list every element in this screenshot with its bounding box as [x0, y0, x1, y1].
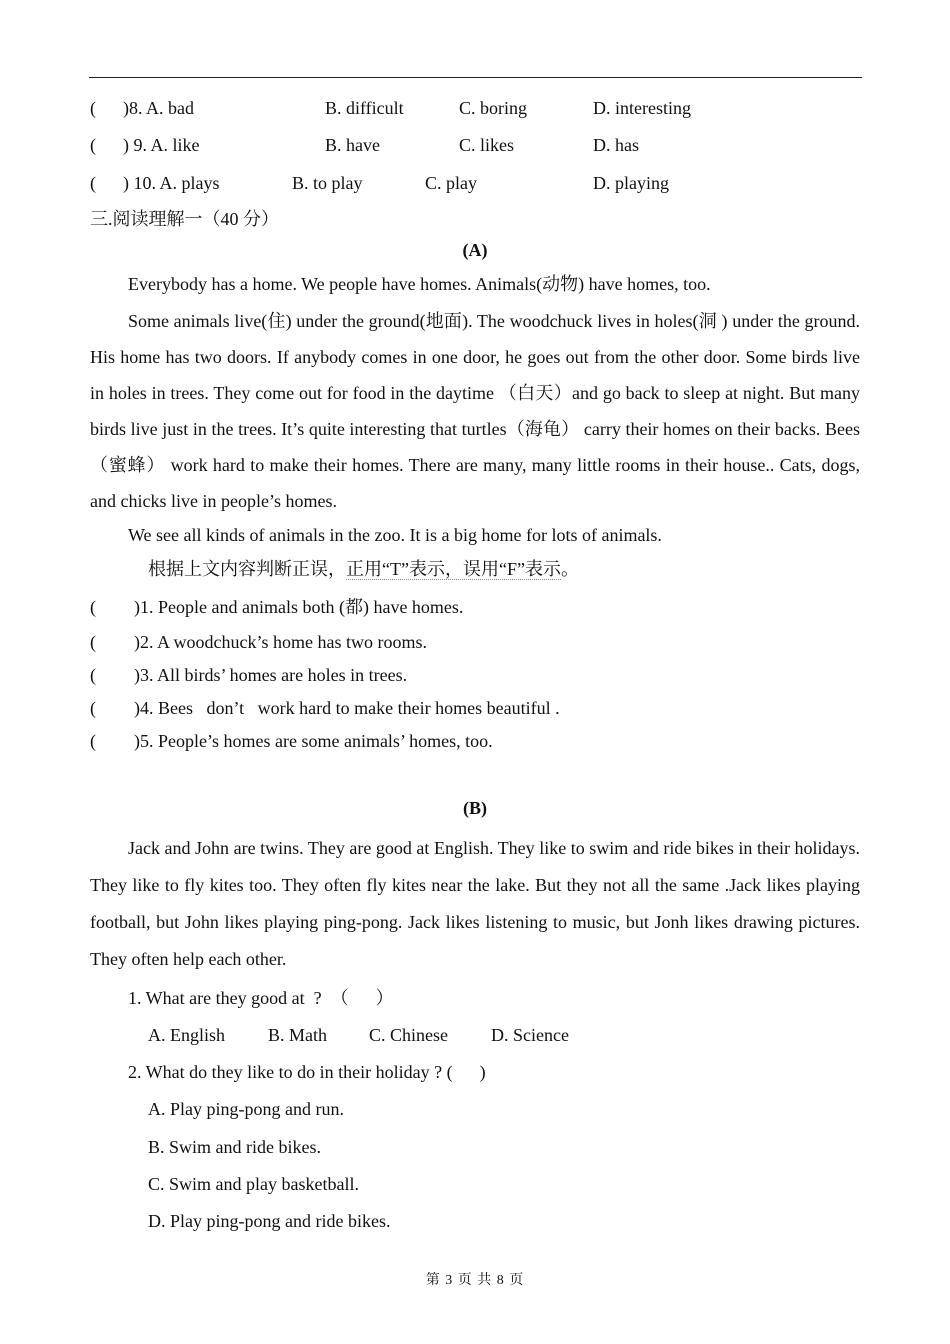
mc-option-b: B. difficult — [325, 98, 404, 118]
true-false-instruction — [148, 558, 579, 580]
question-2: 2. What do they like to do in their holiday ? ( ) — [128, 1062, 486, 1082]
instruction-suffix: 。 — [560, 559, 579, 579]
answer-blank: ( — [90, 731, 96, 751]
mc-option-b: B. have — [325, 135, 380, 155]
mc-option-c: C. play — [425, 173, 477, 193]
header-rule — [89, 77, 862, 78]
statement-text: )4. Bees don’t work hard to make their homes beautiful . — [134, 698, 560, 718]
mc-option-d: D. has — [593, 135, 639, 155]
instruction-prefix: 根据上文内容判断正误， — [148, 559, 346, 579]
section-3-title: 三.阅读理解一（40 分） — [90, 209, 279, 229]
answer-blank: ( — [90, 597, 96, 617]
statement-1 — [90, 596, 463, 618]
passage-a-heading: (A) — [462, 240, 488, 260]
mc-option-c: C. boring — [459, 98, 528, 118]
answer-blank: ( — [90, 665, 96, 685]
option-a: A. English — [148, 1025, 226, 1045]
passage-a-paragraph-1: Everybody has a home. We people have homes. Animals(动物) have homes, too. — [128, 274, 711, 294]
mc-option-d: D. interesting — [593, 98, 691, 118]
passage-b-heading: (B) — [463, 798, 487, 818]
q2-option-a: A. Play ping-pong and run. — [148, 1099, 344, 1119]
passage-b-paragraph: Jack and John are twins. They are good at English. They like to swim and ride bikes in their holidays. They like to fly kites too. They often fly kites near the lake. But they not all the same .Jack likes playing football, but John likes playing ping-pong. Jack likes listening to music, but Jonh likes drawing pictures. They often help each other. — [90, 838, 860, 969]
mc-question-stem: ( )8. A. bad — [90, 98, 194, 118]
page-footer: 第 3 页 共 8 页 — [425, 1273, 525, 1288]
mc-question-stem: ( ) 10. A. plays — [90, 173, 220, 193]
statement-text: )2. A woodchuck’s home has two rooms. — [134, 632, 427, 652]
answer-blank: ( — [90, 698, 96, 718]
mc-option-c: C. likes — [459, 135, 515, 155]
statement-text: )3. All birds’ homes are holes in trees. — [134, 665, 408, 685]
statement-3 — [90, 664, 407, 686]
statement-text: )1. People and animals both (都) have homes. — [134, 597, 464, 617]
passage-a-paragraph-3: We see all kinds of animals in the zoo. It is a big home for lots of animals. — [128, 525, 662, 545]
option-c: C. Chinese — [369, 1025, 448, 1045]
statement-5 — [90, 730, 493, 752]
q2-option-c: C. Swim and play basketball. — [148, 1174, 359, 1194]
passage-a-paragraph-2: Some animals live(住) under the ground(地面). The woodchuck lives in holes(洞 ) under the ground. His home has two doors. If anybody comes in one door, he goes out from the other door. Some birds live in holes in trees. They come out for food in the daytime （白天）and go back to sleep at night. But many birds live just in the trees. It’s quite interesting that turtles（海龟） carry their homes on their backs. Bees（蜜蜂） work hard to make their homes. There are many, many little rooms in their house.. Cats, dogs, and chicks live in people’s homes. — [90, 311, 860, 511]
mc-option-b: B. to play — [292, 173, 363, 193]
answer-blank: ( — [90, 632, 96, 652]
statement-2 — [90, 631, 427, 653]
statement-text: )5. People’s homes are some animals’ homes, too. — [134, 731, 493, 751]
option-b: B. Math — [268, 1025, 328, 1045]
option-d: D. Science — [491, 1025, 569, 1045]
q2-option-b: B. Swim and ride bikes. — [148, 1137, 321, 1157]
question-1: 1. What are they good at ? （ ） — [128, 988, 394, 1008]
statement-4 — [90, 697, 560, 719]
mc-question-stem: ( ) 9. A. like — [90, 135, 200, 155]
instruction-marked-text: 正用“T”表示，误用“F”表示 — [346, 559, 561, 579]
mc-option-d: D. playing — [593, 173, 669, 193]
q2-option-d: D. Play ping-pong and ride bikes. — [148, 1211, 391, 1231]
